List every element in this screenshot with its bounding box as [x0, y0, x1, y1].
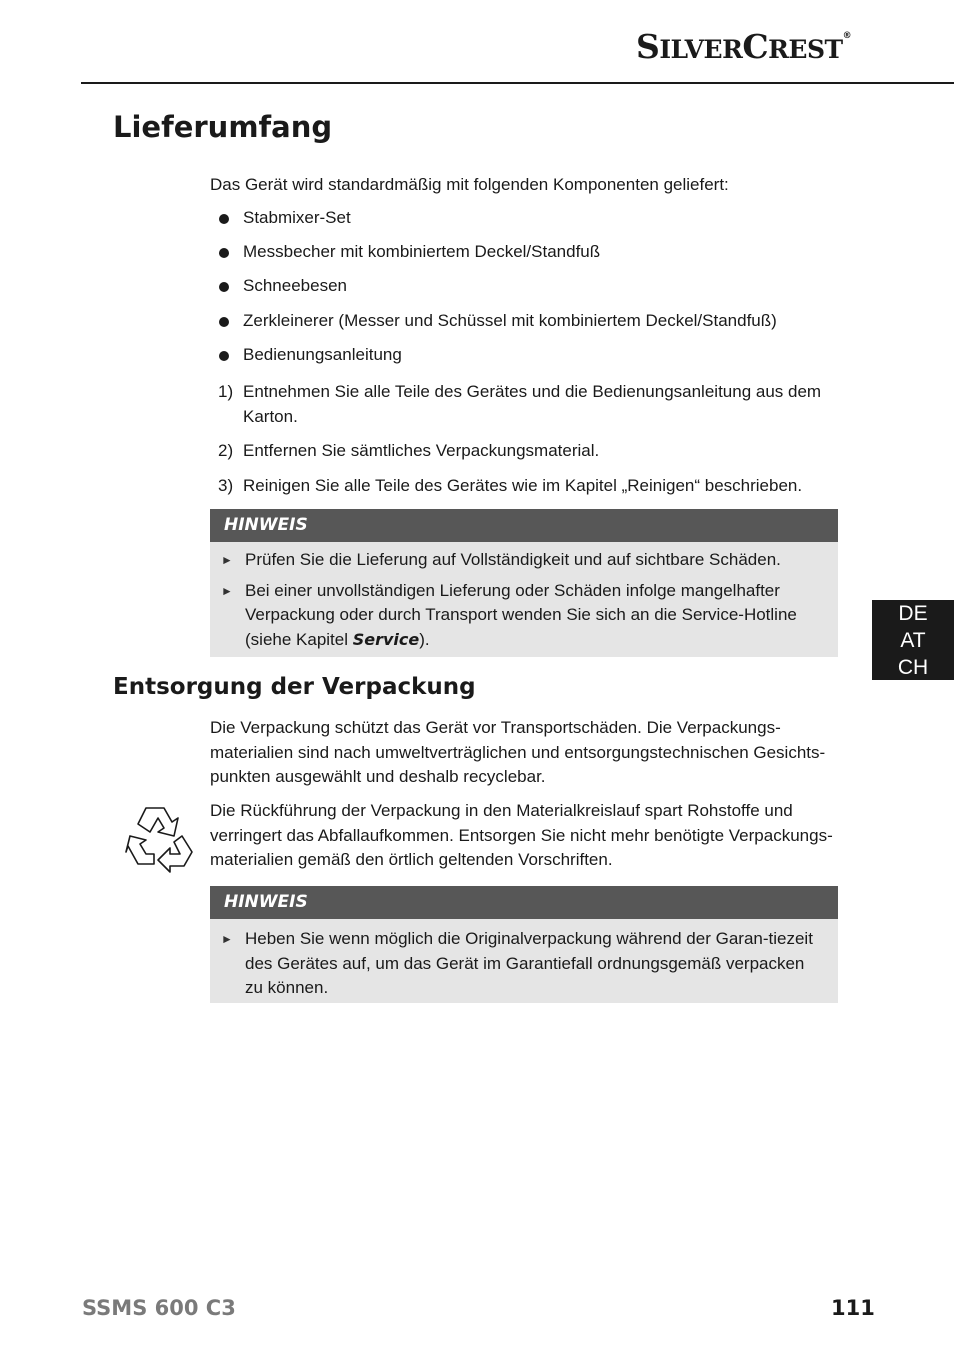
service-reference: Service [352, 629, 420, 649]
bullet-icon [219, 248, 229, 258]
paragraph: Die Verpackung schützt das Gerät vor Transportschäden. Die Verpackungs-materialien sind nach umweltverträglichen und entsorgungstechnischen Gesichts-punkten ausgewählt und deshalb recyclebar. [210, 718, 826, 786]
bullet-icon [219, 317, 229, 327]
footer-model: SSMS 600 C3 [82, 1296, 236, 1320]
page-number: 111 [831, 1296, 875, 1320]
paragraph: Die Rückführung der Verpackung in den Materialkreislauf spart Rohstoffe und verringert das Abfallaufkommen. Entsorgen Sie nicht mehr benötigte Verpackungs-materialien gemäß den örtlich geltenden Vorschriften. [210, 801, 833, 869]
hinweis-item: ► Heben Sie wenn möglich die Originalverpackung während der Garan-tiezeit des Gerätes auf, um das Gerät im Garantiefall ordnungsgemäß verpacken zu können. [221, 929, 813, 997]
bullet-icon [219, 351, 229, 361]
bullet-icon [219, 214, 229, 224]
brand-logo: SILVERCREST® [636, 27, 852, 66]
arrow-right-icon: ► [221, 932, 233, 946]
hinweis-box [210, 509, 838, 657]
hinweis-heading: HINWEIS [210, 886, 838, 919]
arrow-right-icon: ► [221, 553, 233, 567]
arrow-right-icon: ► [221, 583, 233, 598]
intro-text: Das Gerät wird standardmäßig mit folgenden Komponenten geliefert: [210, 175, 729, 194]
section-title-entsorgung: Entsorgung der Verpackung [113, 674, 476, 700]
hinweis-item: ► Prüfen Sie die Lieferung auf Vollständigkeit und auf sichtbare Schäden. [210, 548, 838, 573]
section-title-lieferumfang: Lieferumfang [113, 110, 333, 144]
header-rule [81, 82, 954, 84]
hinweis-item: ► Bei einer unvollständigen Lieferung oder Schäden infolge mangelhafter Verpackung oder durch Transport wenden Sie sich an die Service-Hotline (siehe Kapitel Service). [221, 580, 797, 649]
language-tab: DE AT CH [872, 600, 954, 680]
hinweis-heading: HINWEIS [210, 509, 838, 542]
bullet-icon [219, 282, 229, 292]
recycle-icon [118, 800, 204, 882]
hinweis-box [210, 886, 838, 1003]
